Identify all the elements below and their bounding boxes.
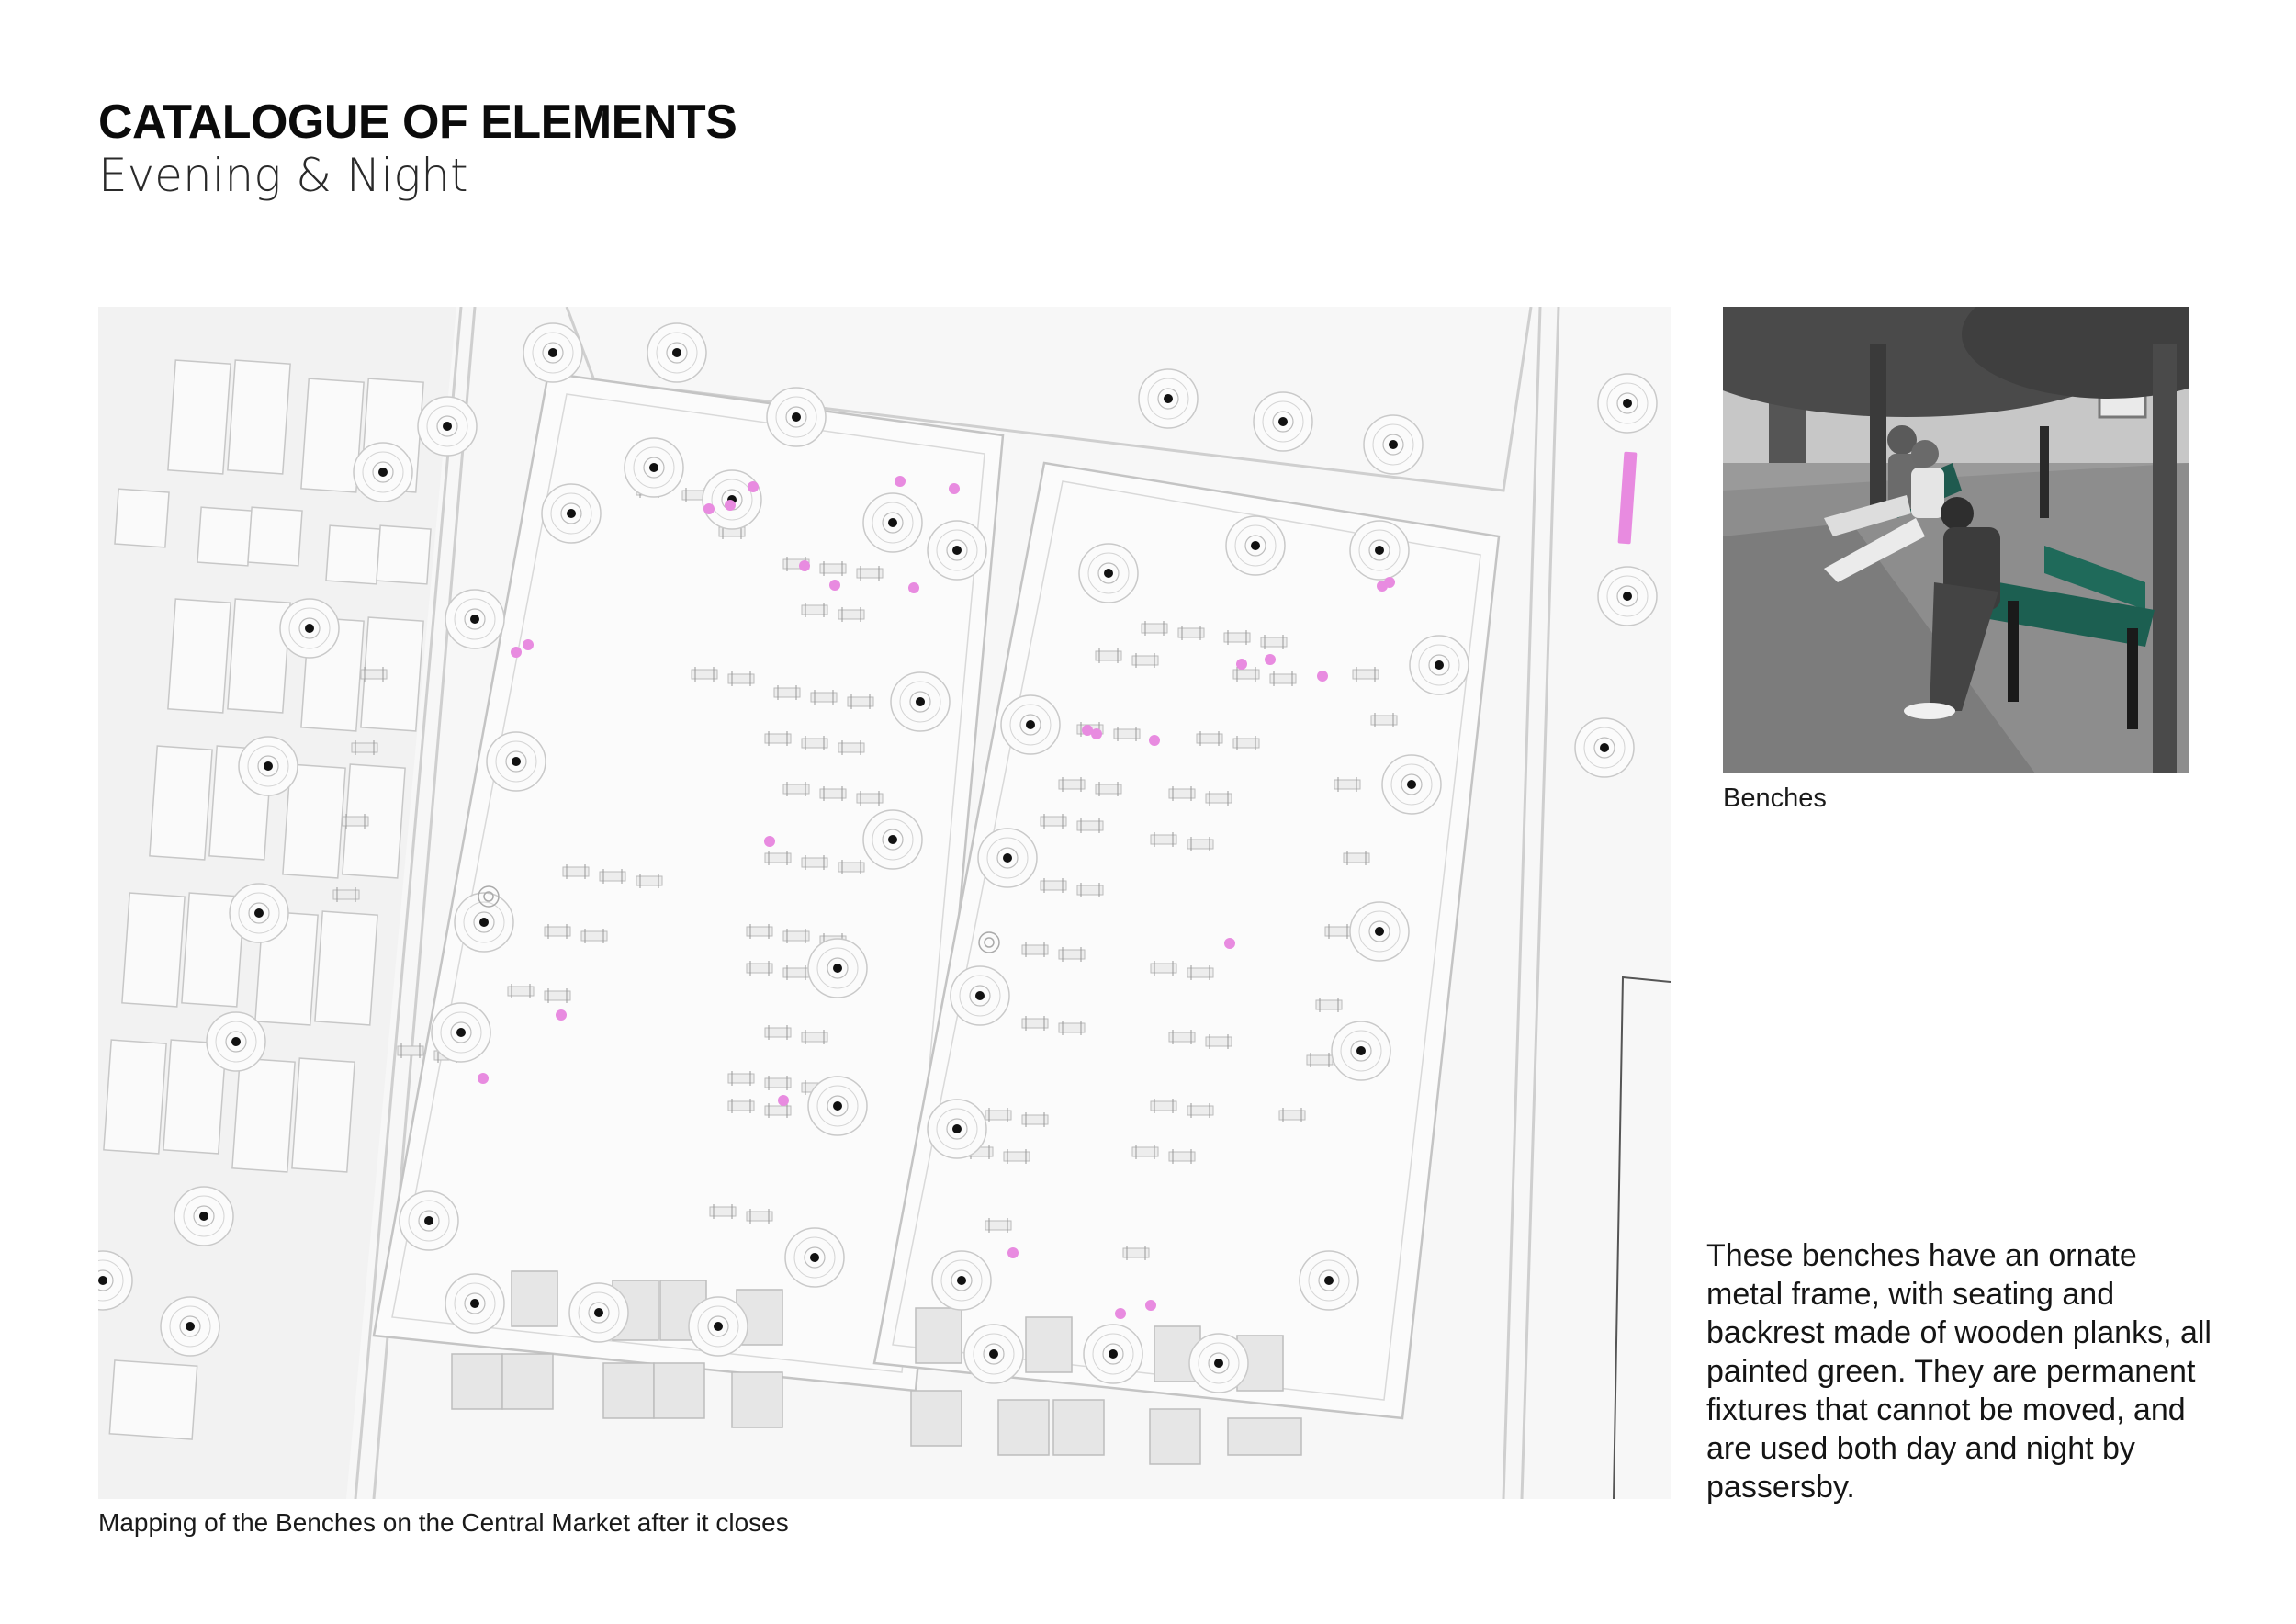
site-plan-svg <box>98 307 1671 1499</box>
page-subtitle: Evening & Night <box>98 149 468 202</box>
site-plan-drawing <box>98 307 1671 1499</box>
benches-photo-illustration <box>1723 307 2189 773</box>
photo-caption: Benches <box>1723 784 1827 813</box>
page-title: CATALOGUE OF ELEMENTS <box>98 96 737 149</box>
description-text: These benches have an ornate metal frame, with seating and backrest made of wooden planks, all painted green. They are permanent fixtures that cannot be moved, and are used both day and night by passersby. <box>1706 1238 2212 1505</box>
plan-caption: Mapping of the Benches on the Central Market after it closes <box>98 1508 789 1537</box>
benches-photo <box>1723 307 2189 773</box>
